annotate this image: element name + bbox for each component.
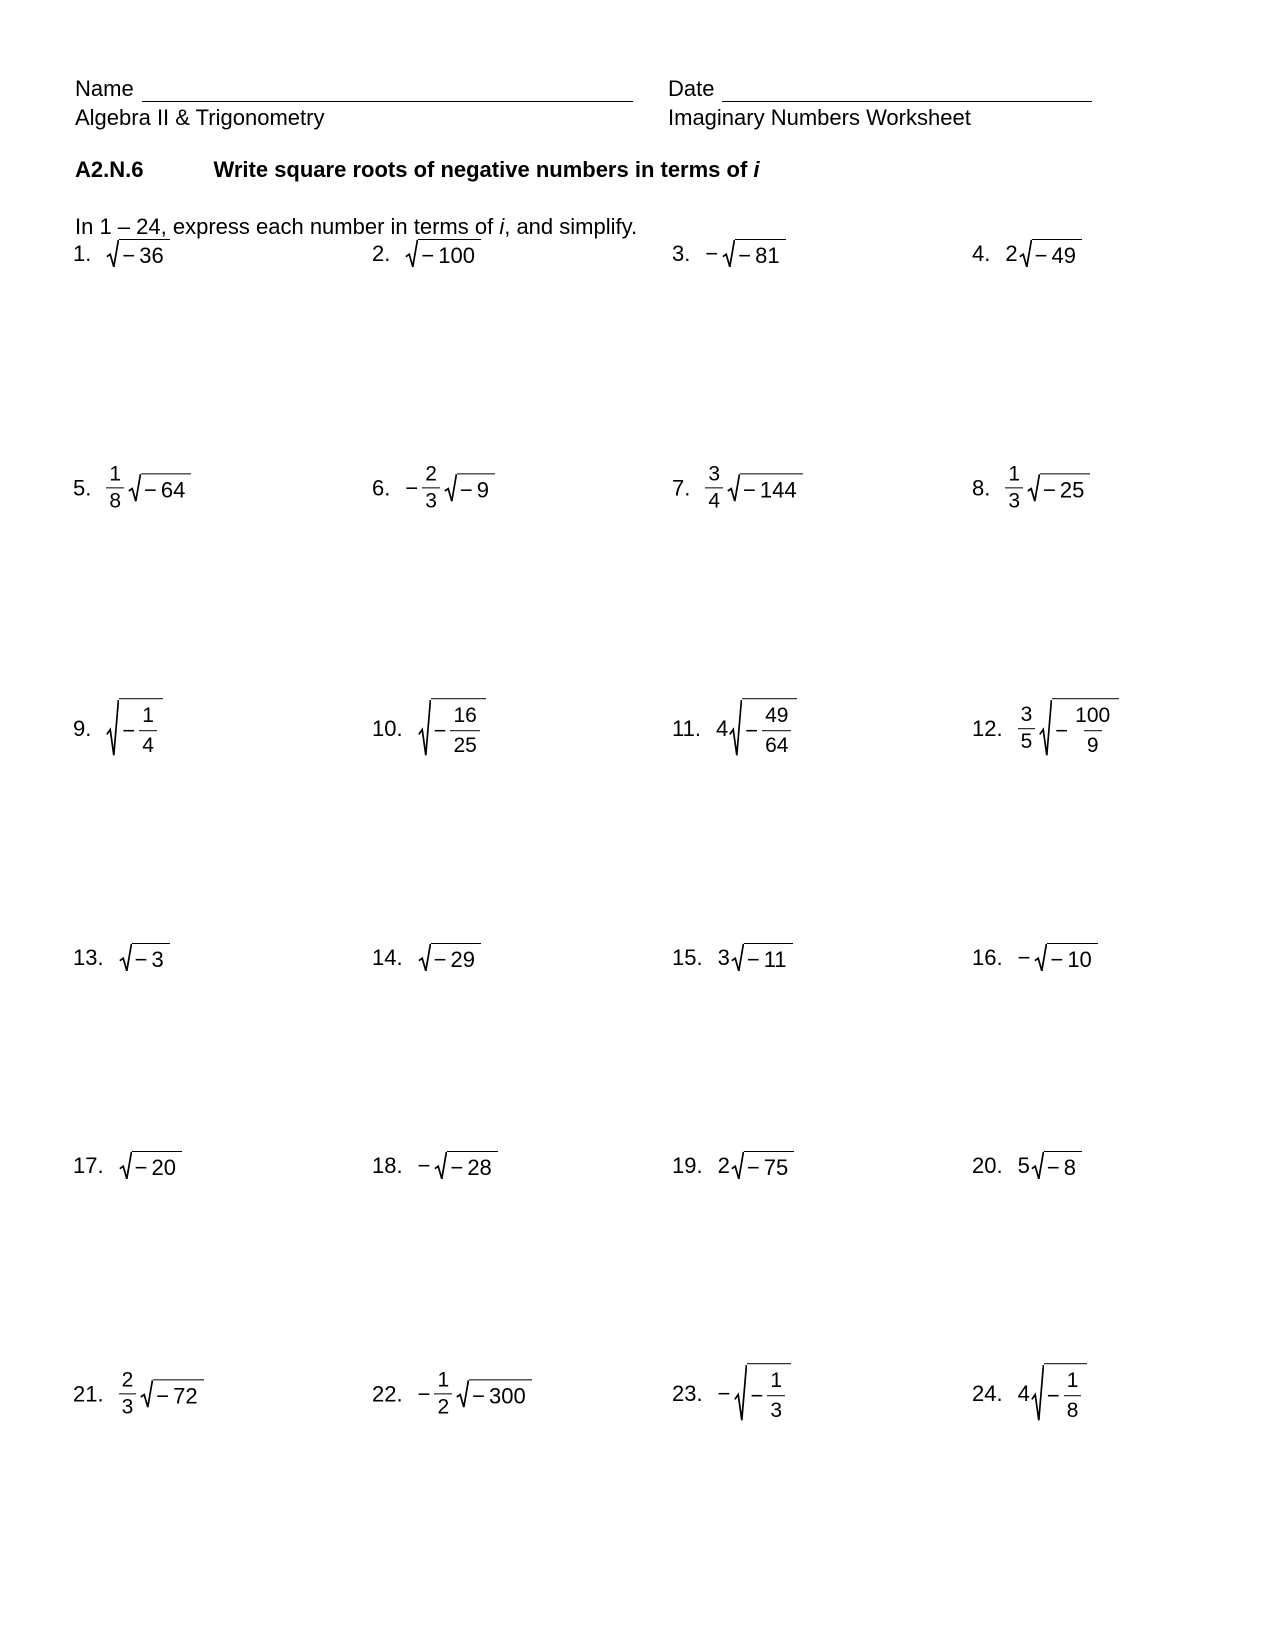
radical-sign-icon — [1034, 943, 1047, 973]
radical-sign-icon — [731, 1151, 744, 1181]
date-line — [668, 76, 1092, 102]
radicand-value: 11 — [763, 947, 787, 972]
minus-sign: − — [717, 1381, 731, 1406]
standard-title-text: Write square roots of negative numbers in terms of — [213, 157, 754, 182]
problem-6 — [372, 462, 495, 513]
radicand-value: 3 — [151, 947, 164, 972]
radicand — [1040, 473, 1090, 503]
square-root — [119, 943, 170, 973]
minus-sign: − — [134, 947, 148, 972]
problem-15 — [672, 943, 793, 973]
minus-sign: − — [1043, 477, 1056, 502]
radicand — [141, 473, 191, 503]
problem-10 — [372, 698, 486, 760]
radicand — [132, 1151, 182, 1181]
name-underline — [142, 79, 633, 102]
radicand — [447, 1151, 497, 1181]
radicand-value: 10 — [1067, 947, 1092, 972]
radical-sign-icon — [405, 239, 418, 269]
square-root — [128, 473, 191, 503]
problem-number: 1. — [73, 241, 92, 266]
square-root — [444, 473, 495, 503]
fraction-numerator: 1 — [1066, 1369, 1079, 1393]
problem-number: 21. — [73, 1381, 104, 1406]
fraction-numerator: 1 — [437, 1368, 450, 1392]
problem-22 — [372, 1368, 532, 1419]
radicand — [1044, 1363, 1088, 1425]
radicand-value: 25 — [1059, 477, 1085, 502]
problem-number: 13. — [73, 945, 104, 970]
standard-code: A2.N.6 — [75, 157, 144, 182]
fraction — [762, 702, 791, 760]
square-root — [418, 698, 486, 760]
radicand — [744, 943, 793, 973]
problem-7 — [672, 462, 803, 513]
fraction — [450, 702, 479, 760]
header-left — [75, 76, 633, 131]
radicand — [744, 1151, 794, 1181]
coefficient: 3 — [717, 945, 730, 970]
fraction-denominator: 3 — [1005, 488, 1023, 514]
problem-number: 9. — [73, 716, 92, 741]
square-root — [405, 239, 481, 269]
radical-sign-icon — [418, 698, 431, 760]
radical-sign-icon — [722, 239, 735, 269]
square-root — [731, 943, 793, 973]
minus-sign: − — [1055, 718, 1069, 743]
radicand — [1047, 943, 1097, 973]
problem-16 — [972, 943, 1098, 973]
problem-21 — [73, 1368, 204, 1419]
radicand-value: 100 — [438, 243, 475, 268]
fraction-numerator: 100 — [1075, 704, 1111, 728]
minus-sign: − — [122, 243, 136, 268]
minus-sign: − — [421, 243, 435, 268]
problem-18 — [372, 1151, 498, 1181]
fraction-denominator: 25 — [450, 731, 479, 760]
problem-number: 24. — [972, 1381, 1003, 1406]
fraction-numerator: 3 — [1020, 703, 1033, 727]
coefficient: 5 — [1017, 1153, 1030, 1178]
radicand — [1032, 239, 1082, 269]
square-root — [1019, 239, 1082, 269]
problem-23 — [672, 1363, 791, 1425]
fraction — [106, 462, 124, 513]
date-label: Date — [668, 76, 715, 101]
square-root — [434, 1151, 497, 1181]
square-root — [106, 239, 169, 269]
radicand-value: 9 — [476, 477, 490, 502]
coefficient: 2 — [1005, 241, 1018, 266]
fraction-denominator: 64 — [762, 731, 791, 760]
radicand — [469, 1379, 532, 1409]
fraction-numerator: 2 — [121, 1368, 134, 1392]
minus-sign: − — [750, 1383, 764, 1408]
fraction-denominator: 5 — [1018, 729, 1036, 755]
problem-number: 22. — [372, 1381, 403, 1406]
problem-24 — [972, 1363, 1087, 1425]
square-root — [418, 943, 481, 973]
minus-sign: − — [743, 477, 756, 502]
problem-4 — [972, 239, 1082, 269]
fraction-denominator: 2 — [434, 1394, 452, 1420]
square-root — [456, 1379, 532, 1409]
radicand-value: 28 — [467, 1155, 492, 1180]
fraction — [1005, 462, 1023, 513]
problem-number: 20. — [972, 1153, 1003, 1178]
problem-number: 10. — [372, 716, 403, 741]
radical-sign-icon — [119, 943, 132, 973]
fraction-numerator: 2 — [425, 462, 437, 486]
fraction-denominator: 8 — [106, 488, 124, 514]
radicand — [1044, 1151, 1082, 1181]
minus-sign: − — [1017, 945, 1031, 970]
minus-sign: − — [1046, 1155, 1060, 1180]
square-root — [140, 1379, 203, 1409]
fraction — [422, 462, 440, 513]
radicand-value: 29 — [450, 947, 475, 972]
problem-number: 12. — [972, 716, 1003, 741]
radicand — [457, 473, 495, 503]
square-root — [106, 698, 163, 760]
name-line — [75, 76, 633, 102]
problem-number: 8. — [972, 475, 991, 500]
square-root — [1031, 1151, 1082, 1181]
problem-13 — [73, 943, 170, 973]
minus-sign: − — [417, 1153, 431, 1178]
radicand-value: 64 — [160, 477, 186, 502]
radical-sign-icon — [106, 698, 119, 760]
fraction — [119, 1368, 137, 1419]
minus-sign: − — [433, 947, 447, 972]
problem-17 — [73, 1151, 182, 1181]
radicand-value: 75 — [763, 1155, 789, 1180]
fraction-denominator: 4 — [705, 488, 723, 514]
minus-sign: − — [738, 243, 752, 268]
radicand — [735, 239, 785, 269]
radicand — [431, 943, 481, 973]
coefficient: 4 — [715, 716, 729, 741]
date-underline — [722, 79, 1092, 102]
worksheet-title: Imaginary Numbers Worksheet — [668, 105, 971, 130]
problem-1 — [73, 239, 170, 269]
instruction-italic-i: i — [499, 214, 505, 239]
minus-sign: − — [745, 718, 759, 743]
problem-number: 14. — [372, 945, 403, 970]
minus-sign: − — [156, 1383, 170, 1408]
problem-number: 3. — [672, 241, 691, 266]
square-root — [722, 239, 785, 269]
radicand-value: 144 — [759, 477, 797, 502]
radical-sign-icon — [456, 1379, 469, 1409]
problem-number: 7. — [672, 475, 691, 500]
problem-8 — [972, 462, 1090, 513]
fraction — [139, 702, 157, 760]
radicand-value: 300 — [489, 1383, 526, 1408]
fraction-denominator: 3 — [767, 1396, 785, 1425]
problem-number: 4. — [972, 241, 991, 266]
problem-9 — [73, 698, 163, 760]
radicand — [132, 943, 170, 973]
problem-11 — [672, 698, 797, 760]
square-root — [731, 1151, 794, 1181]
fraction — [767, 1367, 785, 1425]
radical-sign-icon — [140, 1379, 153, 1409]
radicand — [742, 698, 797, 760]
minus-sign: − — [459, 477, 473, 502]
radicand-value: 81 — [755, 243, 780, 268]
problem-2 — [372, 239, 481, 269]
instruction-pre: In 1 – 24, express each number in terms of — [75, 214, 500, 239]
problem-5 — [73, 462, 191, 513]
radicand-value: 36 — [139, 243, 164, 268]
standard-title — [213, 157, 759, 183]
radical-sign-icon — [119, 1151, 132, 1181]
problem-number: 2. — [372, 241, 391, 266]
fraction-numerator: 3 — [708, 462, 721, 486]
radical-sign-icon — [444, 473, 457, 503]
radicand — [740, 473, 803, 503]
radicand — [1052, 698, 1119, 760]
minus-sign: − — [122, 718, 136, 743]
fraction — [705, 462, 723, 513]
radical-sign-icon — [1027, 473, 1040, 503]
fraction — [1018, 703, 1036, 754]
standard-title-italic-i: i — [753, 157, 760, 182]
fraction-numerator: 1 — [770, 1369, 782, 1393]
radical-sign-icon — [434, 1151, 447, 1181]
minus-sign: − — [1050, 947, 1064, 972]
square-root — [1027, 473, 1090, 503]
radicand — [119, 698, 163, 760]
radical-sign-icon — [731, 943, 744, 973]
problem-number: 11. — [672, 716, 701, 741]
radical-sign-icon — [727, 473, 740, 503]
minus-sign: − — [472, 1383, 485, 1408]
coefficient: 4 — [1017, 1381, 1030, 1406]
problem-number: 6. — [372, 475, 391, 500]
problem-number: 15. — [672, 945, 703, 970]
fraction-numerator: 1 — [109, 462, 122, 486]
fraction-denominator: 4 — [139, 731, 157, 760]
minus-sign: − — [417, 1381, 431, 1406]
radicand — [418, 239, 481, 269]
problem-number: 16. — [972, 945, 1003, 970]
problem-14 — [372, 943, 481, 973]
radical-sign-icon — [1031, 1363, 1044, 1425]
radical-sign-icon — [734, 1363, 747, 1425]
radicand-value: 72 — [173, 1383, 198, 1408]
radicand-value: 20 — [151, 1155, 176, 1180]
instruction-post: , and simplify. — [504, 214, 638, 239]
fraction-denominator: 3 — [119, 1394, 137, 1420]
course-title: Algebra II & Trigonometry — [75, 105, 325, 130]
minus-sign: − — [433, 718, 447, 743]
radical-sign-icon — [1031, 1151, 1044, 1181]
minus-sign: − — [746, 1155, 760, 1180]
fraction-denominator: 9 — [1084, 731, 1102, 760]
problem-19 — [672, 1151, 794, 1181]
minus-sign: − — [134, 1155, 148, 1180]
problem-number: 23. — [672, 1381, 703, 1406]
square-root — [119, 1151, 182, 1181]
problem-3 — [672, 239, 786, 269]
radicand — [119, 239, 169, 269]
name-label: Name — [75, 76, 134, 101]
radical-sign-icon — [418, 943, 431, 973]
minus-sign: − — [1034, 243, 1048, 268]
radical-sign-icon — [729, 698, 742, 760]
fraction-numerator: 16 — [453, 704, 477, 728]
problem-number: 17. — [73, 1153, 104, 1178]
minus-sign: − — [746, 947, 760, 972]
problem-20 — [972, 1151, 1082, 1181]
fraction — [1064, 1367, 1082, 1425]
fraction-denominator: 8 — [1064, 1396, 1082, 1425]
problem-number: 19. — [672, 1153, 703, 1178]
problem-number: 18. — [372, 1153, 403, 1178]
radicand — [153, 1379, 203, 1409]
radical-sign-icon — [1039, 698, 1052, 760]
standard-heading — [75, 157, 760, 183]
problem-12 — [972, 698, 1119, 760]
square-root — [1034, 943, 1097, 973]
radicand — [747, 1363, 791, 1425]
square-root — [1039, 698, 1119, 760]
radical-sign-icon — [1019, 239, 1032, 269]
fraction — [434, 1368, 452, 1419]
radicand-value: 8 — [1063, 1155, 1076, 1180]
fraction-denominator: 3 — [422, 488, 440, 514]
header-right — [668, 76, 1092, 131]
coefficient: 2 — [717, 1153, 730, 1178]
problem-number: 5. — [73, 475, 92, 500]
radical-sign-icon — [106, 239, 119, 269]
radical-sign-icon — [128, 473, 141, 503]
minus-sign: − — [144, 477, 157, 502]
instruction-line — [75, 214, 637, 240]
fraction — [1072, 702, 1113, 760]
square-root — [727, 473, 803, 503]
square-root — [729, 698, 797, 760]
fraction-numerator: 1 — [1008, 462, 1021, 486]
square-root — [1031, 1363, 1088, 1425]
minus-sign: − — [405, 475, 419, 500]
fraction-numerator: 1 — [142, 704, 154, 728]
minus-sign: − — [1046, 1383, 1060, 1408]
radicand-value: 49 — [1051, 243, 1076, 268]
radicand — [431, 698, 486, 760]
minus-sign: − — [705, 241, 719, 266]
fraction-numerator: 49 — [765, 704, 789, 728]
square-root — [734, 1363, 791, 1425]
minus-sign: − — [450, 1155, 464, 1180]
